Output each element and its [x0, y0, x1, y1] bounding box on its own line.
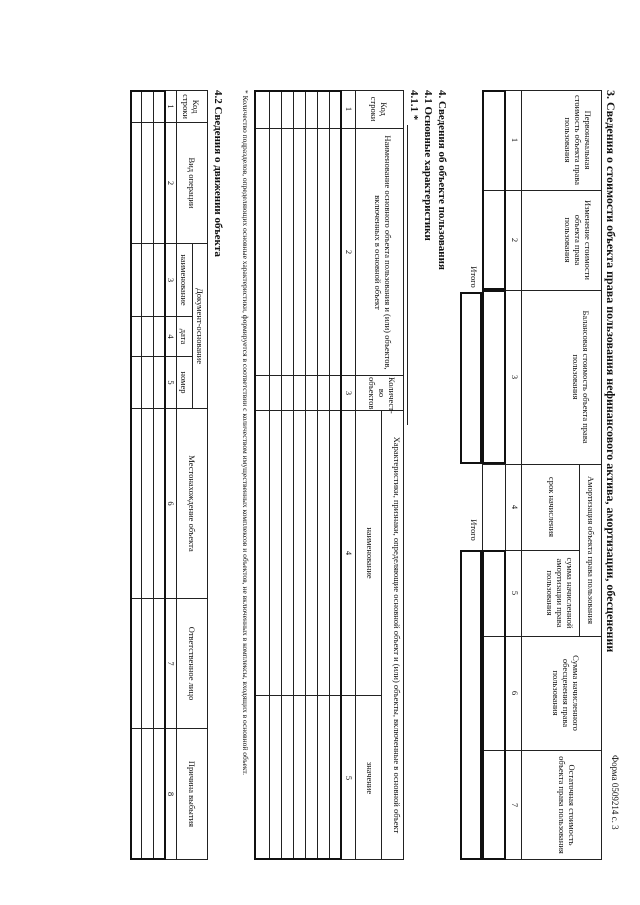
s3-col7-header: Остаточная стоимость объекта права пользования — [557, 756, 577, 854]
s3-num-5: 5 — [510, 590, 520, 596]
s3-amort-group-header: Амортизация объекта права пользования — [586, 475, 596, 625]
s42-num-1: 1 — [166, 104, 176, 109]
s42-reason-header: Причина выбытия — [187, 760, 197, 828]
s42-num-2: 2 — [166, 180, 176, 186]
section4-subtitle2: 4.1.1 * — [408, 90, 420, 121]
s42-data-rows — [130, 90, 166, 860]
form-label: Форма 0509214 с. 3 — [610, 755, 620, 830]
s42-doc-num-header: номер — [179, 371, 189, 394]
s3-num-7: 7 — [510, 802, 520, 808]
s3-num-1: 1 — [510, 137, 520, 143]
section42-title: 4.2 Сведения о движении объекта — [212, 90, 224, 257]
s3-col6-header: Сумма начисленного обесценения права пользования — [551, 655, 581, 731]
section3-title: 3. Сведения о стоимости объекта права пользования нефинансового актива, амортизации, обесценении — [604, 90, 618, 653]
s3-data-cells-left — [482, 90, 506, 290]
s42-doc-group-header: Документ-основание — [195, 287, 205, 365]
s4-num-1: 1 — [344, 106, 354, 112]
s3-num-4: 4 — [510, 504, 520, 510]
s3-col3-header: Балансовая стоимость объекта права пользования — [571, 310, 591, 444]
s4-name-header: Наименование основного объекта пользования и (или) объектов, включенных в основной объект — [373, 135, 393, 370]
s4-data-rows — [254, 90, 342, 860]
s42-num-5: 5 — [166, 380, 176, 385]
s4-qty-header: Количест-во объектов — [367, 377, 397, 414]
s3-num-2: 2 — [510, 237, 520, 243]
s3-total-right — [460, 550, 482, 860]
s4-char-name-header: наименование — [365, 527, 375, 579]
s42-doc-date-header: дата — [179, 328, 189, 345]
s42-op-header: Вид операции — [187, 157, 197, 209]
section4-title: 4. Сведения об объекте пользования — [436, 90, 448, 270]
s3-col1-header: Первоначальная стоимость объекта права пользования — [563, 94, 593, 185]
s4-char-value-header: значение — [365, 761, 375, 795]
s42-num-8: 8 — [166, 791, 176, 797]
s42-doc-name-header: наименование — [179, 254, 189, 306]
s3-total-label-2: Итого — [469, 519, 479, 541]
s42-location-header: Местонахождение объекта — [187, 455, 197, 552]
s42-num-6: 6 — [166, 501, 176, 506]
s4-code-header: Код строки — [369, 96, 389, 122]
s3-col4-header: срок начисления — [547, 476, 557, 538]
s3-total-balance — [460, 292, 482, 464]
s42-resp-header: Ответственное лицо — [187, 626, 197, 701]
s3-num-6: 6 — [510, 690, 520, 696]
s3-total-label-1: Итого — [469, 266, 479, 288]
s3-num-3: 3 — [510, 374, 520, 380]
s4-num-2: 2 — [344, 249, 354, 255]
s42-num-3: 3 — [166, 277, 176, 283]
s3-col5-header: сумма начисленной амортизации права пользования — [545, 557, 575, 629]
s4-num-5: 5 — [344, 775, 354, 781]
s3-data-cell-balance — [482, 290, 506, 464]
s4-footnote: * Количество подразделов, определяющих основные характеристики, формируется в соответствии с количеством имущественных комплексов и объектов, не включенных в комплексы, входящих в основной объект. — [241, 90, 250, 775]
s42-num-7: 7 — [166, 661, 176, 666]
s42-num-4: 4 — [166, 334, 176, 339]
section4-subtitle1: 4.1 Основные характеристики — [422, 90, 434, 241]
s4-num-4: 4 — [344, 550, 354, 556]
s3-data-cells-right — [482, 550, 506, 860]
s4-group-header: Характеристики, признаки, определяющие основной объект и (или) объекты, включенные в основной объект — [392, 436, 402, 834]
s4-num-3: 3 — [344, 390, 354, 396]
s42-code-header: Код строки — [181, 94, 201, 119]
s3-col2-header: Изменение стоимости объекта права пользования — [563, 200, 593, 280]
